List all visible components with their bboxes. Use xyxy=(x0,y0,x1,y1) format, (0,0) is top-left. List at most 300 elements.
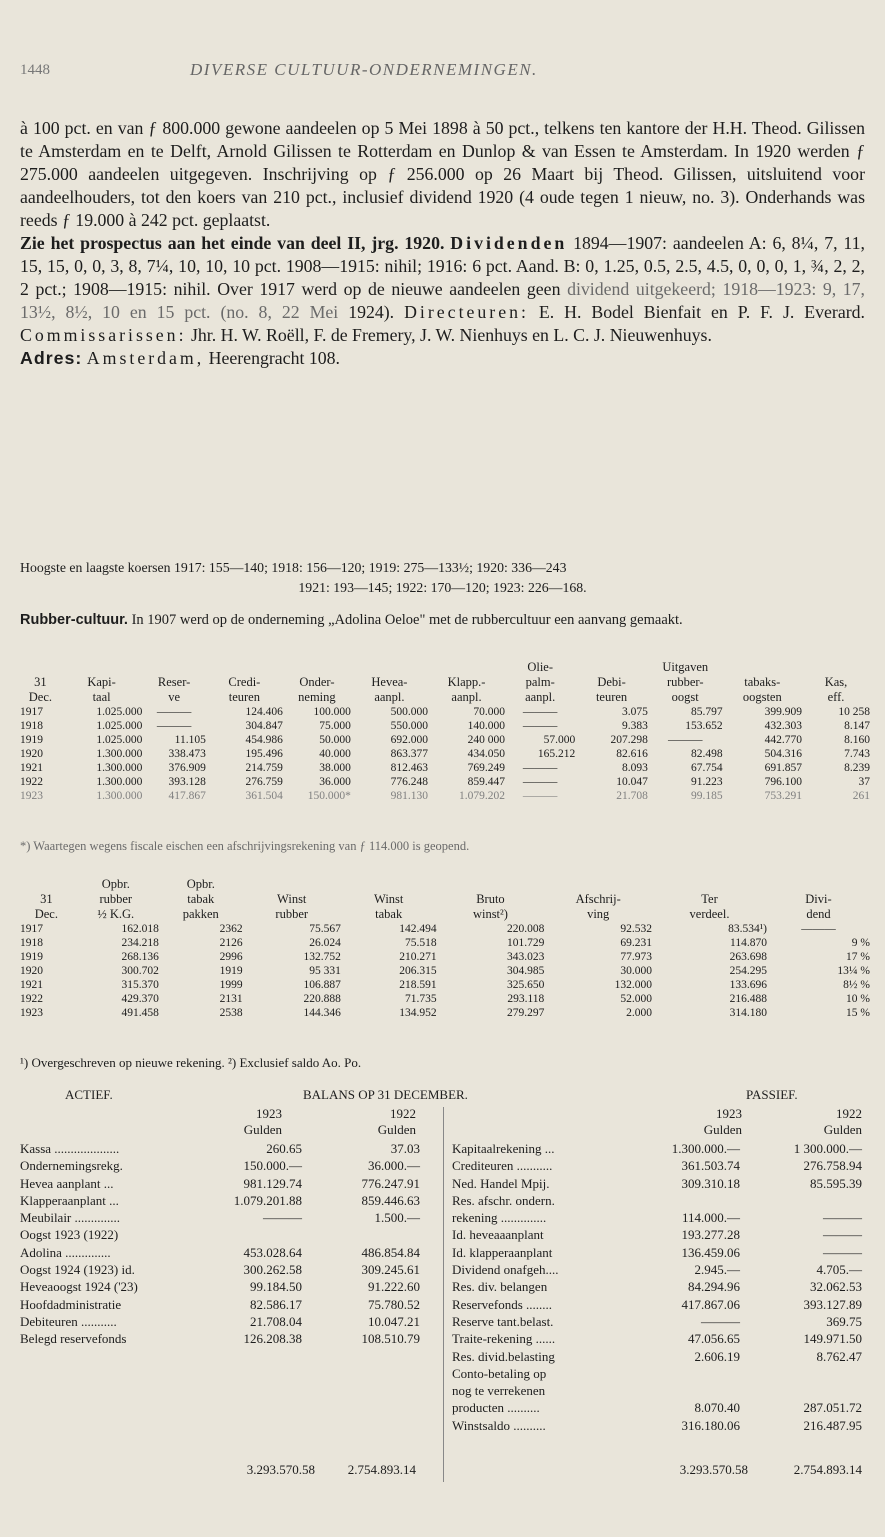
balans-value: 776.247.91 xyxy=(361,1175,420,1191)
table-cell: 1.300.000 xyxy=(96,762,143,774)
column-header: oogsten xyxy=(742,690,782,704)
table-cell: 11.105 xyxy=(174,734,206,746)
running-header xyxy=(20,60,865,90)
actief-row xyxy=(20,1244,420,1261)
balans-value: 150.000.— xyxy=(243,1158,302,1174)
table-cell: 393.128 xyxy=(168,776,206,788)
balans-label: Klapperaanplant ... xyxy=(20,1192,119,1208)
table-cell: 69.231 xyxy=(620,937,653,949)
table-cell: 753.291 xyxy=(764,790,802,802)
capital-table xyxy=(20,660,870,803)
table-cell: 10 % xyxy=(846,993,870,1005)
passief-year-1923 xyxy=(660,1106,742,1138)
table-cell: 13¼ % xyxy=(837,965,870,977)
table-cell: 10.047 xyxy=(616,776,648,788)
column-header: dend xyxy=(806,907,831,921)
table-cell: 9 % xyxy=(851,937,870,949)
balans-label: producten .......... xyxy=(452,1400,540,1416)
table-cell: 304.985 xyxy=(506,965,545,977)
passief-year-1922 xyxy=(780,1106,862,1138)
column-header: Divi- xyxy=(805,892,832,906)
table-cell: 293.118 xyxy=(507,993,545,1005)
column-header: pakken xyxy=(182,907,219,921)
balans-value: 417.867.06 xyxy=(681,1296,740,1312)
row-year: 1918 xyxy=(20,720,43,732)
column-header xyxy=(428,660,505,675)
balans-label: Dividend onafgeh.... xyxy=(452,1262,559,1278)
table-cell: 1.025.000 xyxy=(96,720,143,732)
passief-row xyxy=(452,1417,864,1434)
table-cell: 769.249 xyxy=(467,762,506,774)
balans-label: Kassa .................... xyxy=(20,1141,120,1156)
table-cell: 26.024 xyxy=(309,937,341,949)
table-row xyxy=(20,978,870,992)
table-cell: 1919 xyxy=(219,965,243,977)
balans-value: 36.000.— xyxy=(368,1158,420,1174)
table-cell: 67.754 xyxy=(691,762,723,774)
column-header: Kapi- xyxy=(87,675,116,689)
table-cell: ——— xyxy=(522,790,558,802)
balans-value: 91.222.60 xyxy=(368,1279,420,1295)
column-header xyxy=(575,660,648,675)
profit-table-footnote: ¹) Overgeschreven op nieuwe rekening. ²) Exclusief saldo Ao. Po. xyxy=(20,1055,362,1070)
passief-total-1923: 3.293.570.58 xyxy=(679,1462,748,1477)
balans-value: 114.000.— xyxy=(681,1210,740,1226)
table-cell: 432.303 xyxy=(764,720,802,732)
table-row xyxy=(20,936,870,950)
column-header: verdeel. xyxy=(689,907,730,921)
table-cell: 75.518 xyxy=(404,937,437,949)
table-cell: 2362 xyxy=(219,923,243,935)
table-cell: 153.652 xyxy=(685,720,723,732)
row-year: 1920 xyxy=(20,965,43,977)
table-cell: 70.000 xyxy=(473,706,506,718)
balans-value: 1 300.000.— xyxy=(793,1141,862,1156)
balans-label: Id. heveaaanplant xyxy=(452,1227,544,1243)
column-header: Winst xyxy=(277,892,307,906)
balans-label: Debiteuren ........... xyxy=(20,1313,117,1329)
table-row xyxy=(20,775,870,789)
balans-value: 47.056.65 xyxy=(688,1331,740,1347)
balans-value: 37.03 xyxy=(390,1141,420,1156)
passief-row xyxy=(452,1296,864,1313)
column-header: Onder- xyxy=(299,675,335,689)
table-cell: 343.023 xyxy=(506,951,545,963)
table-cell: ——— xyxy=(156,720,192,732)
balans-value: 309.310.18 xyxy=(681,1175,740,1191)
balans-label: Meubilair .............. xyxy=(20,1210,121,1226)
balans-value: 8.762.47 xyxy=(816,1348,862,1364)
table-cell: 82.616 xyxy=(616,748,648,760)
row-year: 1921 xyxy=(20,762,43,774)
table-cell: 82.498 xyxy=(691,748,723,760)
page-number: 1448 xyxy=(20,62,50,78)
table-cell: 99.185 xyxy=(691,790,723,802)
table-cell: 195.496 xyxy=(245,748,283,760)
table-cell: 165.212 xyxy=(537,748,576,760)
balans-label: Belegd reservefonds xyxy=(20,1331,127,1347)
balans-value: 981.129.74 xyxy=(243,1175,302,1191)
balans-value: 8.070.40 xyxy=(694,1400,740,1416)
balans-label: Reservefonds ........ xyxy=(452,1296,553,1312)
column-header: Dec. xyxy=(34,907,58,921)
balans-label: Res. divid.belasting xyxy=(452,1348,555,1364)
table-cell: 361.504 xyxy=(245,790,283,802)
balans-value: ——— xyxy=(823,1227,862,1243)
balans-value: 859.446.63 xyxy=(361,1192,420,1208)
balans-label: rekening .............. xyxy=(452,1210,547,1226)
balans-value: ——— xyxy=(823,1244,862,1260)
table-cell: ——— xyxy=(801,923,836,935)
capital-table-note: *) Waartegen wegens fiscale eischen een afschrijvingsrekening van ƒ 114.000 is geopend. xyxy=(20,839,470,853)
koersen-block xyxy=(20,558,865,598)
balans-label: Oogst 1924 (1923) id. xyxy=(20,1262,135,1278)
table-cell: 220.888 xyxy=(303,993,341,1005)
balans-value: 21.708.04 xyxy=(250,1313,302,1329)
table-cell: 776.248 xyxy=(390,776,428,788)
column-header: tabak xyxy=(187,892,215,906)
table-cell: ——— xyxy=(522,776,558,788)
table-cell: 38.000 xyxy=(319,762,351,774)
row-year: 1917 xyxy=(20,923,43,935)
balans-value: 126.208.38 xyxy=(243,1331,302,1347)
balans-label: Crediteuren ........... xyxy=(452,1158,553,1174)
balans-label: Oogst 1923 (1922) xyxy=(20,1227,119,1243)
table-cell: 220.008 xyxy=(506,923,545,935)
passief-row xyxy=(452,1261,864,1278)
table-cell: 279.297 xyxy=(506,1007,545,1019)
commissarissen-text: Jhr. H. W. Roëll, F. de Fremery, J. W. Nienhuys en L. C. J. Nieuwenhuys. xyxy=(190,325,712,345)
column-header: palm- xyxy=(525,675,555,689)
column-header xyxy=(767,877,870,892)
column-header: aanpl. xyxy=(525,690,556,704)
table-cell: 812.463 xyxy=(390,762,428,774)
table-cell: 8.239 xyxy=(844,762,870,774)
table-cell: 434.050 xyxy=(467,748,506,760)
prospectus-note: Zie het prospectus aan het einde van deel II, jrg. 1920. xyxy=(20,233,445,253)
passief-currency2: Gulden xyxy=(823,1122,862,1137)
table-cell: 75.000 xyxy=(319,720,351,732)
passief-row xyxy=(452,1313,864,1330)
table-cell: 106.887 xyxy=(303,979,341,991)
table-cell: 691.857 xyxy=(764,762,802,774)
column-header xyxy=(341,877,437,892)
table-cell: 2.000 xyxy=(626,1007,653,1019)
row-year: 1919 xyxy=(20,734,43,746)
table-cell: 114.870 xyxy=(730,937,767,949)
passief-row xyxy=(452,1382,864,1399)
column-header: eff. xyxy=(827,690,845,704)
table-header-row xyxy=(20,660,870,675)
actief-row xyxy=(20,1313,420,1330)
table-cell: 132.752 xyxy=(303,951,341,963)
actief-row xyxy=(20,1261,420,1278)
passief-row xyxy=(452,1348,864,1365)
column-header: ½ K.G. xyxy=(97,907,135,921)
balans-label: Res. afschr. ondern. xyxy=(452,1192,555,1208)
table-cell: 399.909 xyxy=(764,706,802,718)
table-header-row xyxy=(20,892,870,907)
table-cell: 276.759 xyxy=(245,776,283,788)
balans-value: 216.487.95 xyxy=(803,1417,862,1433)
passief-total-1922: 2.754.893.14 xyxy=(793,1462,862,1477)
table-row xyxy=(20,719,870,733)
table-row xyxy=(20,733,870,747)
actief-row xyxy=(20,1140,420,1157)
table-cell: 491.458 xyxy=(121,1007,159,1019)
table-cell: 504.316 xyxy=(764,748,802,760)
column-header xyxy=(652,877,767,892)
balans-label: Hoofdadministratie xyxy=(20,1296,122,1312)
table-cell: 429.370 xyxy=(121,993,159,1005)
column-header: rubber- xyxy=(666,675,704,689)
table-cell: 1.079.202 xyxy=(459,790,506,802)
table-cell: 206.315 xyxy=(399,965,437,977)
column-header xyxy=(206,660,283,675)
table-cell: 417.867 xyxy=(168,790,206,802)
table-row xyxy=(20,761,870,775)
actief-list xyxy=(20,1140,420,1348)
balans-value: 1.300.000.— xyxy=(671,1141,740,1156)
balans-value: 84.294.96 xyxy=(688,1279,740,1295)
actief-total-1922: 2.754.893.14 xyxy=(347,1462,416,1477)
column-header xyxy=(351,660,428,675)
passief-row xyxy=(452,1365,864,1382)
balans-header xyxy=(20,1087,865,1103)
actief-year2: 1922 xyxy=(390,1106,416,1121)
table-cell: 1999 xyxy=(219,979,243,991)
table-cell: 2996 xyxy=(219,951,243,963)
balans-value: 260.65 xyxy=(266,1141,302,1156)
actief-row xyxy=(20,1157,420,1174)
table-cell: 140.000 xyxy=(467,720,506,732)
passief-year1: 1923 xyxy=(716,1106,742,1121)
table-cell: 10 258 xyxy=(838,706,870,718)
table-row xyxy=(20,705,870,719)
table-cell: 261 xyxy=(852,790,870,802)
balans-value: 149.971.50 xyxy=(803,1331,862,1347)
koersen-line-1: Hoogste en laagste koersen 1917: 155—140; 1918: 156—120; 1919: 275—133½; 1920: 336—243 xyxy=(20,560,567,575)
directeuren-label: Directeuren: xyxy=(404,302,529,322)
actief-label: ACTIEF. xyxy=(65,1087,113,1102)
table-cell: 52.000 xyxy=(620,993,653,1005)
table-cell: 325.650 xyxy=(506,979,545,991)
balans-value: 193.277.28 xyxy=(681,1227,740,1243)
actief-row xyxy=(20,1209,420,1226)
table-cell: 254.295 xyxy=(729,965,767,977)
passief-row xyxy=(452,1192,864,1209)
table-cell: 150.000* xyxy=(307,790,351,802)
table-cell: 2126 xyxy=(219,937,243,949)
table-cell: 8½ % xyxy=(843,979,870,991)
table-cell: ——— xyxy=(522,706,558,718)
balans-value: ——— xyxy=(823,1210,862,1226)
balans-label: Ondernemingsrekg. xyxy=(20,1158,123,1174)
balans-value: 99.184.50 xyxy=(250,1279,302,1295)
balans-value: 4.705.— xyxy=(816,1262,862,1278)
actief-currency2: Gulden xyxy=(377,1122,416,1137)
column-header: aanpl. xyxy=(374,690,405,704)
table-cell: 216.488 xyxy=(729,993,767,1005)
table-cell: ——— xyxy=(667,734,703,746)
balans-value: 1.500.— xyxy=(374,1210,420,1226)
column-header: Reser- xyxy=(157,675,191,689)
table-cell: 500.000 xyxy=(390,706,428,718)
passief-row xyxy=(452,1140,864,1157)
column-header xyxy=(802,660,870,675)
table-row xyxy=(20,1006,870,1020)
table-cell: 7.743 xyxy=(844,748,870,760)
table-cell: 550.000 xyxy=(390,720,428,732)
table-cell: 124.406 xyxy=(245,706,283,718)
table-cell: 981.130 xyxy=(390,790,428,802)
balans-label: Traite-rekening ...... xyxy=(452,1331,556,1347)
column-header: taal xyxy=(92,690,111,704)
table-cell: 218.591 xyxy=(399,979,437,991)
column-header: rubber xyxy=(99,892,133,906)
dividenden-end: 1924). xyxy=(348,302,395,322)
directeuren-text: E. H. Bodel Bienfait en P. F. J. Everard. xyxy=(538,302,865,322)
table-cell: 1.025.000 xyxy=(96,706,143,718)
table-cell: 162.018 xyxy=(121,923,159,935)
balans-label: Heveaoogst 1924 ('23) xyxy=(20,1279,138,1295)
table-cell: 8.160 xyxy=(844,734,870,746)
table-cell: 315.370 xyxy=(121,979,159,991)
table-row xyxy=(20,992,870,1006)
running-title: DIVERSE CULTUUR-ONDERNEMINGEN. xyxy=(190,60,538,79)
intro-paragraph xyxy=(20,117,865,370)
column-header xyxy=(20,660,61,675)
column-header: Opbr. xyxy=(101,877,130,891)
adres-city: Amsterdam, xyxy=(86,348,205,368)
balans-label: Id. klapperaanplant xyxy=(452,1244,553,1260)
column-header: Bruto xyxy=(476,892,505,906)
balans-value: 276.758.94 xyxy=(803,1158,862,1174)
table-cell: 30.000 xyxy=(620,965,653,977)
passief-currency1: Gulden xyxy=(703,1122,742,1137)
column-header: Uitgaven xyxy=(662,660,709,674)
passief-label: PASSIEF. xyxy=(746,1087,798,1102)
table-cell: 85.797 xyxy=(691,706,723,718)
actief-row xyxy=(20,1330,420,1347)
actief-currency1: Gulden xyxy=(243,1122,282,1137)
table-cell: 100.000 xyxy=(313,706,351,718)
commissarissen-label: Commissarissen: xyxy=(20,325,187,345)
balans-label: Reserve tant.belast. xyxy=(452,1313,554,1329)
table-cell: 210.271 xyxy=(399,951,437,963)
passief-list xyxy=(452,1140,864,1434)
table-cell: 314.180 xyxy=(729,1007,767,1019)
row-year: 1919 xyxy=(20,951,43,963)
balans-value: 108.510.79 xyxy=(361,1331,420,1347)
column-header xyxy=(723,660,802,675)
balans-value: 316.180.06 xyxy=(681,1417,740,1433)
column-header: oogst xyxy=(671,690,699,704)
passief-row xyxy=(452,1175,864,1192)
table-cell: 263.698 xyxy=(729,951,767,963)
balans-value: 300.262.58 xyxy=(243,1262,302,1278)
balans-value: 2.606.19 xyxy=(694,1348,740,1364)
table-cell: 1.300.000 xyxy=(96,790,143,802)
column-header xyxy=(20,877,73,892)
table-cell: 2131 xyxy=(219,993,243,1005)
actief-year1: 1923 xyxy=(256,1106,282,1121)
column-header xyxy=(437,877,545,892)
table-row xyxy=(20,789,870,803)
table-cell: 40.000 xyxy=(319,748,351,760)
table-header-row xyxy=(20,907,870,922)
row-year: 1923 xyxy=(20,790,43,802)
table-cell: 234.218 xyxy=(121,937,159,949)
balans-value: 85.595.39 xyxy=(810,1175,862,1191)
actief-row xyxy=(20,1175,420,1192)
column-header: rubber xyxy=(275,907,309,921)
row-year: 1917 xyxy=(20,706,43,718)
table-cell: 71.735 xyxy=(404,993,437,1005)
column-header xyxy=(544,877,652,892)
adres-line xyxy=(20,347,865,370)
table-cell: 142.494 xyxy=(399,923,437,935)
dividenden-gray: dividend uitgekeerd; 1918—1923: 9, 17, 13½, 8½, 10 en 15 pct. (no. 8, 22 Mei xyxy=(20,279,865,322)
table-cell: 132.000 xyxy=(614,979,653,991)
passief-row xyxy=(452,1278,864,1295)
actief-row xyxy=(20,1278,420,1295)
row-year: 1920 xyxy=(20,748,43,760)
table-cell: 15 % xyxy=(846,1007,870,1019)
balans-value: 453.028.64 xyxy=(243,1244,302,1260)
rubber-text: In 1907 werd op de onderneming „Adolina Oeloe" met de rubbercultuur een aanvang gemaakt. xyxy=(131,612,683,628)
dividenden-label: Dividenden xyxy=(450,233,568,253)
column-header xyxy=(61,660,143,675)
row-year: 1922 xyxy=(20,993,43,1005)
column-header: Hevea- xyxy=(371,675,408,689)
balans-value: 361.503.74 xyxy=(681,1158,740,1174)
balans-value: 309.245.61 xyxy=(361,1262,420,1278)
row-year: 1921 xyxy=(20,979,43,991)
actief-row xyxy=(20,1192,420,1209)
table-cell: 304.847 xyxy=(245,720,283,732)
table-cell: 692.000 xyxy=(390,734,428,746)
column-header xyxy=(283,660,351,675)
column-header: Winst xyxy=(374,892,404,906)
table-cell: 8.147 xyxy=(844,720,870,732)
passief-year2: 1922 xyxy=(836,1106,862,1121)
balans-value: 369.75 xyxy=(826,1313,862,1329)
table-cell: 17 % xyxy=(846,951,870,963)
profit-table xyxy=(20,877,870,1020)
actief-year-1923 xyxy=(200,1106,282,1138)
balans-label: Conto-betaling op xyxy=(452,1365,547,1381)
table-cell: 92.532 xyxy=(620,923,653,935)
table-cell: 214.759 xyxy=(245,762,283,774)
intro-lines-a: à 100 pct. en van ƒ 800.000 gewone aandeelen op 5 Mei 1898 à 50 pct., telkens ten kantore der H.H. Theod. Gilissen te Amsterdam en te Delft, Arnold Gilissen te Rotterdam en Dunlop & van Essen te Amsterdam. In 1920 werden ƒ 275.000 aandeelen uitgegeven. Inschrijving op ƒ 256.000 op 26 Maart bij Theod. Gilissen, uitsluitend voor aandeelhouders, tot den koers van 210 pct., inclusief dividend 1920 (4 oude tegen 1 nieuw, no. 3). Onderhands was reeds ƒ 19.000 à 242 pct. geplaatst. xyxy=(20,118,865,230)
balans-value: 32.062.53 xyxy=(810,1279,862,1295)
column-header xyxy=(243,877,341,892)
column-header: aanpl. xyxy=(451,690,482,704)
table-cell: 796.100 xyxy=(764,776,802,788)
table-cell: ——— xyxy=(522,720,558,732)
column-header: ve xyxy=(168,690,181,704)
balans-value: 75.780.52 xyxy=(368,1296,420,1312)
column-header: winst²) xyxy=(472,907,508,921)
table-cell: 75.567 xyxy=(309,923,341,935)
row-year: 1922 xyxy=(20,776,43,788)
column-header: 31 xyxy=(40,892,53,906)
table-cell: 133.696 xyxy=(729,979,767,991)
column-header: Kas, xyxy=(824,675,848,689)
column-header: 31 xyxy=(34,675,47,689)
balans-value: 2.945.— xyxy=(694,1262,740,1278)
